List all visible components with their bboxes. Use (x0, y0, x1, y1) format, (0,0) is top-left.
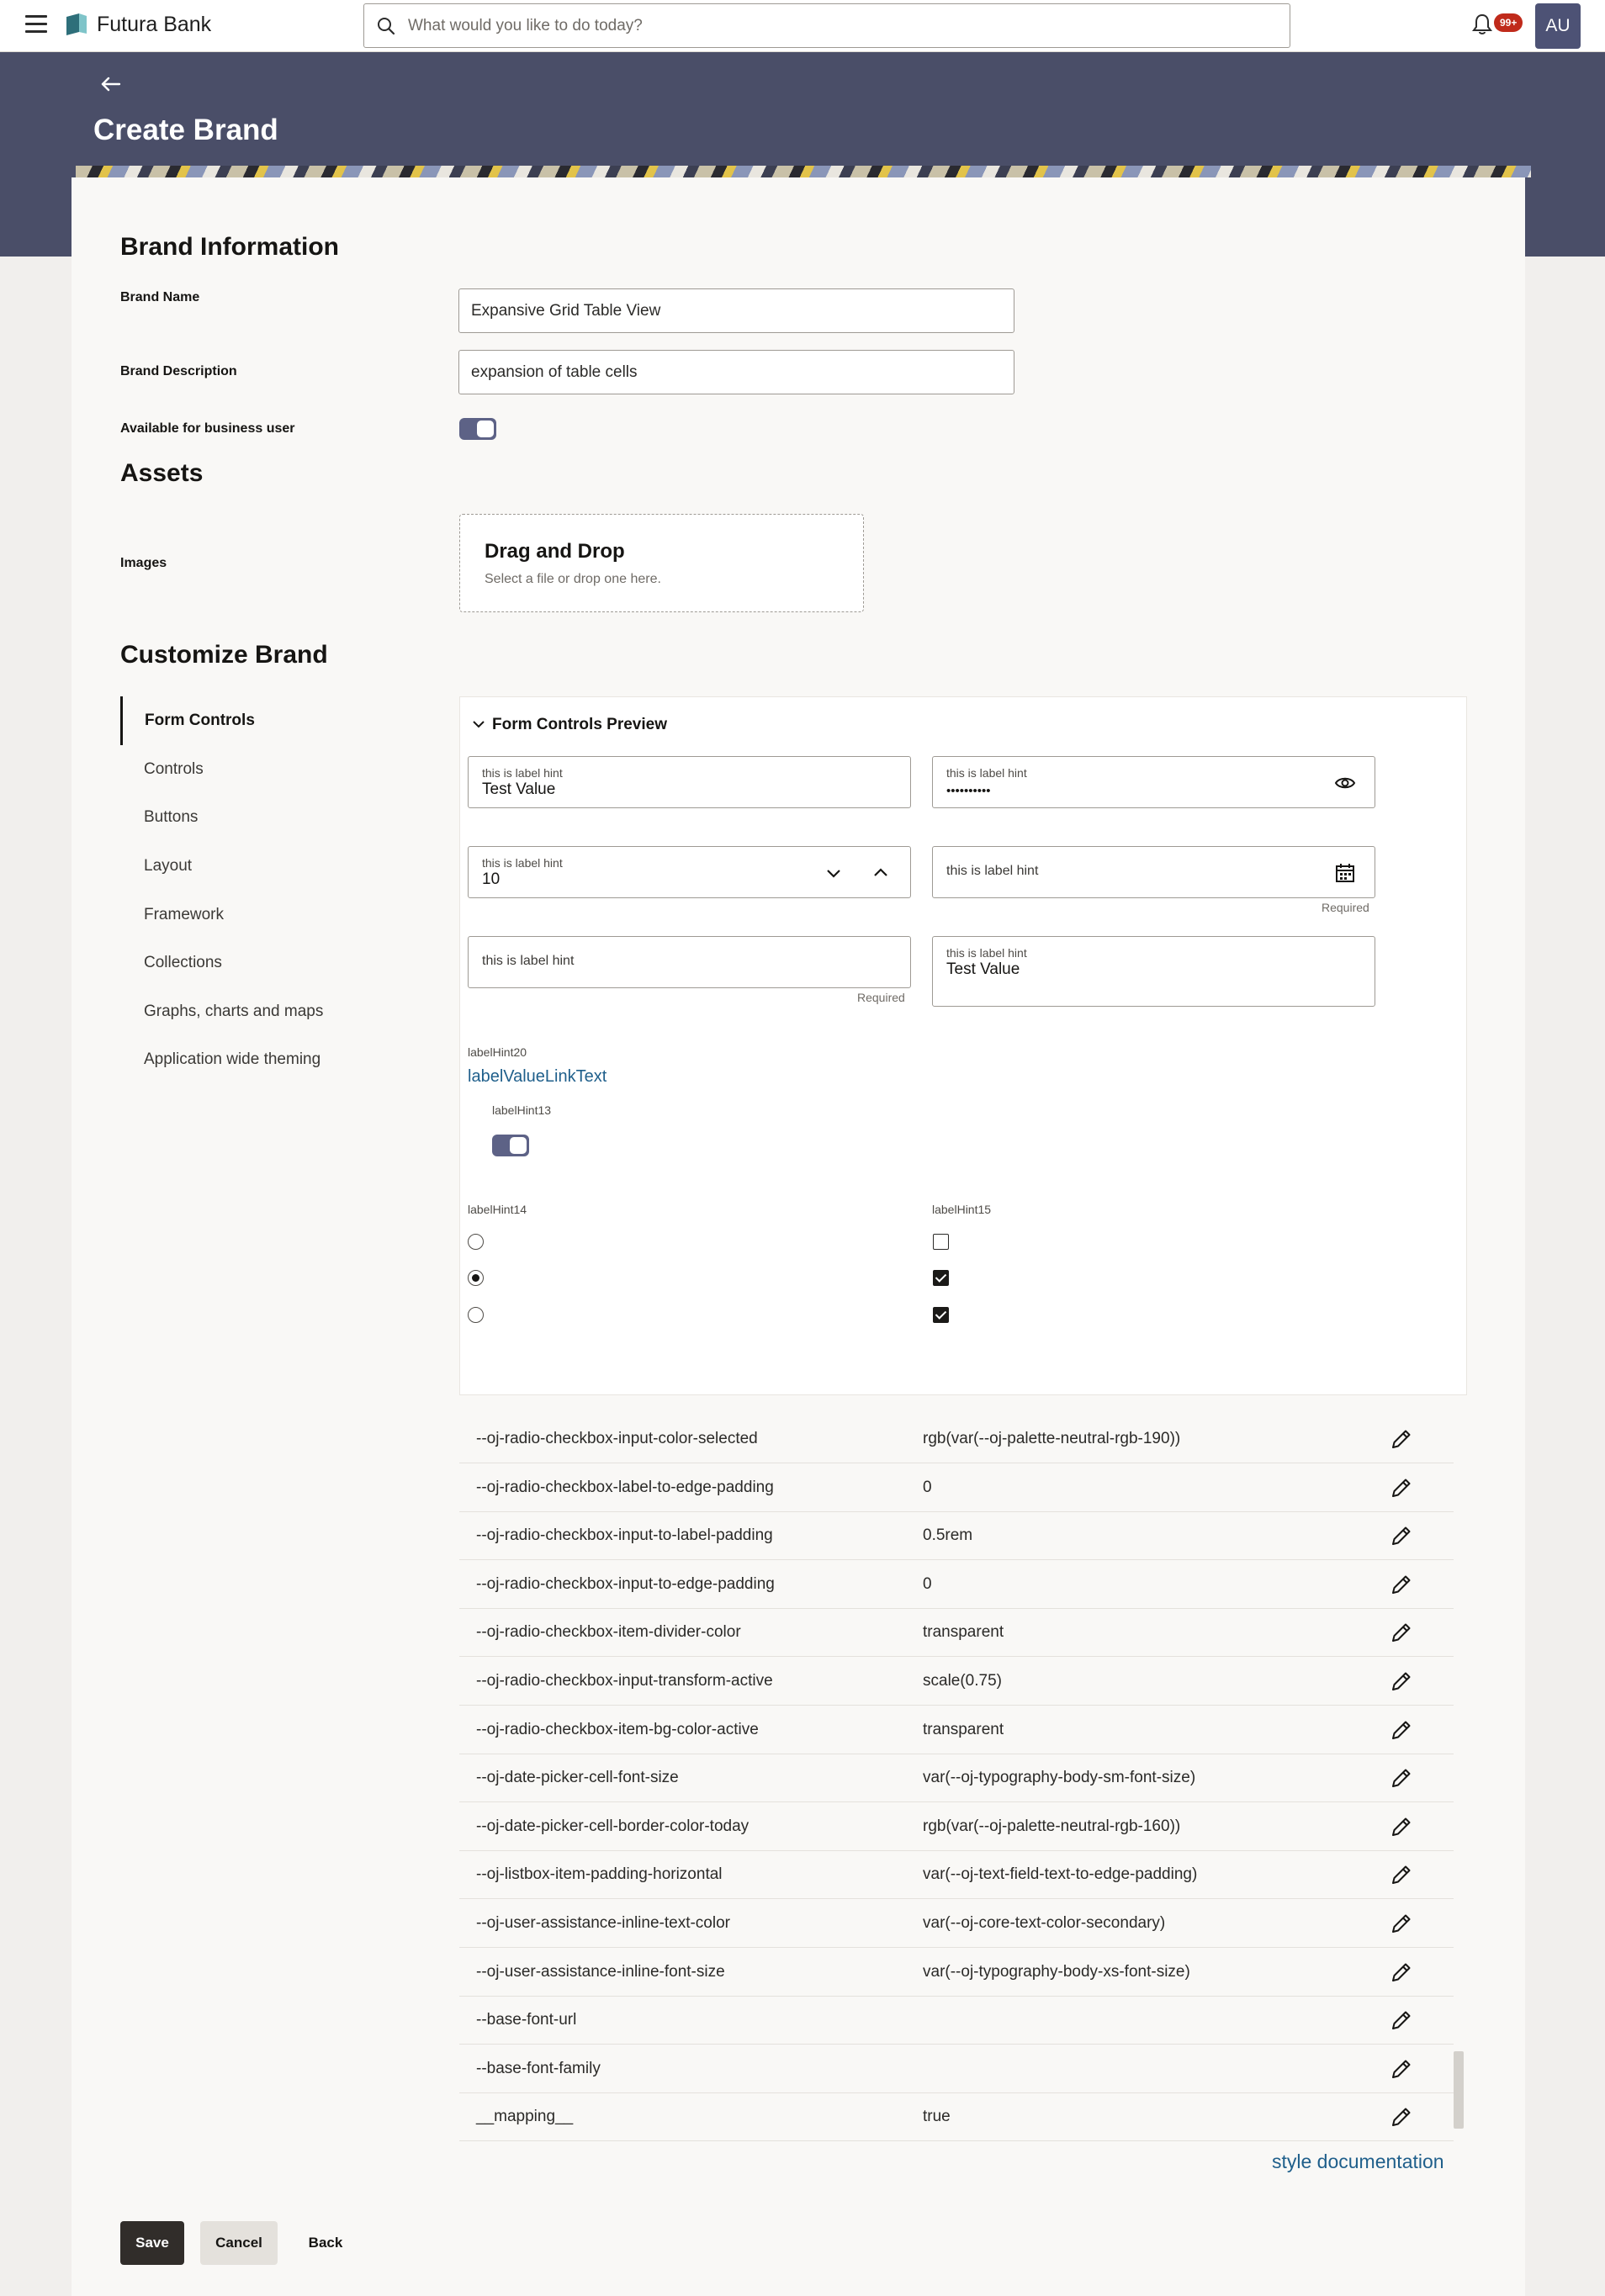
token-name: --oj-date-picker-cell-font-size (476, 1769, 679, 1787)
dropzone-subtitle: Select a file or drop one here. (485, 572, 661, 586)
edit-pencil-icon[interactable] (1390, 2057, 1413, 2081)
token-value: var(--oj-core-text-color-secondary) (923, 1914, 1166, 1932)
notification-count-badge: 99+ (1494, 13, 1523, 32)
edit-pencil-icon[interactable] (1390, 1621, 1413, 1644)
table-row (459, 1512, 1454, 1560)
label-value-link[interactable]: labelValueLinkText (468, 1067, 607, 1086)
table-row (459, 1997, 1454, 2045)
table-row (459, 1561, 1454, 1609)
radio-set-label: labelHint14 (468, 1203, 527, 1216)
table-row (459, 1658, 1454, 1706)
back-button[interactable]: Back (295, 2221, 356, 2265)
top-app-bar (0, 0, 1605, 52)
date-field-preview[interactable] (932, 846, 1375, 898)
token-name: --base-font-url (476, 2011, 577, 2029)
notification-bell-icon[interactable] (1471, 13, 1493, 36)
table-row (459, 1803, 1454, 1851)
back-arrow-icon[interactable] (99, 72, 123, 96)
token-name: --base-font-family (476, 2059, 601, 2077)
token-name: --oj-radio-checkbox-label-to-edge-padding (476, 1478, 774, 1496)
field-value: Test Value (482, 780, 556, 798)
empty-text-field-preview[interactable] (468, 936, 911, 988)
customize-brand-heading: Customize Brand (120, 641, 328, 669)
chevron-down-icon (472, 717, 485, 731)
token-value: 0 (923, 1574, 932, 1593)
assets-heading: Assets (120, 459, 204, 487)
table-row (459, 2093, 1454, 2141)
nav-item-buttons[interactable]: Buttons (144, 808, 199, 826)
field-label-hint: this is label hint (482, 766, 563, 780)
table-row (459, 1415, 1454, 1463)
nav-item-application-wide-theming[interactable]: Application wide theming (144, 1050, 321, 1068)
field-label-hint: this is label hint (482, 954, 575, 968)
page-title: Create Brand (93, 114, 278, 146)
edit-pencil-icon[interactable] (1390, 1669, 1413, 1693)
table-row (459, 1706, 1454, 1754)
radio-option-selected[interactable] (468, 1270, 484, 1286)
table-row (459, 1949, 1454, 1997)
token-value: transparent (923, 1720, 1004, 1738)
brand-name-label: Brand Name (120, 290, 200, 304)
field-value: 10 (482, 870, 501, 888)
token-name: --oj-listbox-item-padding-horizontal (476, 1865, 723, 1884)
edit-pencil-icon[interactable] (1390, 1427, 1413, 1451)
field-value: Test Value (946, 960, 1020, 978)
table-row (459, 1464, 1454, 1512)
token-value: var(--oj-typography-body-xs-font-size) (923, 1962, 1190, 1981)
table-row (459, 2045, 1454, 2093)
field-value: •••••••••• (946, 784, 991, 798)
text-field-preview[interactable] (468, 756, 911, 808)
token-name: --oj-radio-checkbox-item-divider-color (476, 1623, 741, 1642)
token-name: __mapping__ (476, 2108, 574, 2126)
chevron-down-icon[interactable] (823, 862, 845, 884)
checkbox-option-checked[interactable] (933, 1307, 949, 1323)
nav-item-framework[interactable]: Framework (144, 906, 225, 923)
token-value: true (923, 2108, 951, 2126)
table-row (459, 1851, 1454, 1899)
preview-title: Form Controls Preview (492, 716, 667, 733)
preview-switch[interactable] (492, 1135, 529, 1156)
edit-pencil-icon[interactable] (1390, 1573, 1413, 1596)
image-dropzone[interactable] (459, 514, 864, 612)
token-value: var(--oj-text-field-text-to-edge-padding) (923, 1865, 1198, 1884)
token-value: 0.5rem (923, 1526, 973, 1545)
save-button[interactable]: Save (120, 2221, 184, 2265)
nav-item-form-controls[interactable]: Form Controls (120, 696, 373, 745)
nav-item-collections[interactable]: Collections (144, 954, 222, 971)
global-search[interactable] (363, 3, 1290, 48)
token-name: --oj-date-picker-cell-border-color-today (476, 1817, 750, 1835)
table-scrollbar[interactable] (1454, 1415, 1464, 2130)
token-value: var(--oj-typography-body-sm-font-size) (923, 1769, 1196, 1787)
edit-pencil-icon[interactable] (1390, 2105, 1413, 2129)
bank-name: Futura Bank (97, 13, 212, 36)
edit-pencil-icon[interactable] (1390, 1863, 1413, 1886)
bank-logo-icon (64, 12, 89, 37)
table-row (459, 1900, 1454, 1948)
date-required-text: Required (1322, 901, 1369, 914)
token-value: transparent (923, 1623, 1004, 1642)
field-label-hint: this is label hint (946, 864, 1039, 878)
hamburger-menu-icon[interactable] (25, 15, 49, 35)
edit-pencil-icon[interactable] (1390, 1815, 1413, 1838)
scrollbar-thumb[interactable] (1454, 2051, 1464, 2129)
radio-option[interactable] (468, 1307, 484, 1323)
nav-item-graphs-charts-maps[interactable]: Graphs, charts and maps (144, 1003, 324, 1020)
nav-item-controls[interactable]: Controls (144, 760, 204, 778)
eye-icon[interactable] (1334, 772, 1356, 794)
password-field-preview[interactable] (932, 756, 1375, 808)
token-name: --oj-radio-checkbox-item-bg-color-active (476, 1720, 759, 1738)
edit-pencil-icon[interactable] (1390, 2008, 1413, 2032)
textarea-preview[interactable] (932, 936, 1375, 1007)
token-name: --oj-user-assistance-inline-font-size (476, 1962, 725, 1981)
brand-information-heading: Brand Information (120, 233, 339, 261)
token-name: --oj-user-assistance-inline-text-color (476, 1914, 730, 1932)
field-label-hint: this is label hint (946, 766, 1027, 780)
token-value: rgb(var(--oj-palette-neutral-rgb-160)) (923, 1817, 1181, 1835)
edit-pencil-icon[interactable] (1390, 1524, 1413, 1547)
table-row (459, 1609, 1454, 1657)
token-name: --oj-radio-checkbox-input-color-selected (476, 1430, 758, 1447)
search-input[interactable] (408, 13, 1274, 40)
search-icon (376, 16, 396, 36)
token-name: --oj-radio-checkbox-input-to-label-padding (476, 1526, 773, 1545)
cancel-button[interactable]: Cancel (200, 2221, 278, 2265)
edit-pencil-icon[interactable] (1390, 1718, 1413, 1742)
business-user-label: Available for business user (120, 421, 295, 436)
radio-option[interactable] (468, 1234, 484, 1250)
empty-field-required-text: Required (857, 991, 905, 1004)
edit-pencil-icon[interactable] (1390, 1960, 1413, 1984)
dropzone-title: Drag and Drop (485, 540, 625, 563)
token-value: scale(0.75) (923, 1672, 1002, 1690)
edit-pencil-icon[interactable] (1390, 1766, 1413, 1790)
decorative-banner-stripe (76, 166, 1531, 177)
checkbox-option[interactable] (933, 1234, 949, 1250)
table-row (459, 1754, 1454, 1802)
nav-item-layout[interactable]: Layout (144, 857, 193, 875)
edit-pencil-icon[interactable] (1390, 1912, 1413, 1935)
token-value: rgb(var(--oj-palette-neutral-rgb-190)) (923, 1430, 1181, 1447)
token-name: --oj-radio-checkbox-input-to-edge-padding (476, 1574, 775, 1593)
token-value: 0 (923, 1478, 932, 1496)
brand-description-input[interactable] (458, 350, 1014, 394)
calendar-icon[interactable] (1334, 862, 1356, 884)
chevron-up-icon[interactable] (870, 862, 892, 884)
form-controls-preview-panel (459, 696, 1467, 1395)
checkbox-set-label: labelHint15 (932, 1203, 992, 1216)
images-label: Images (120, 556, 167, 570)
switch-label-hint: labelHint13 (492, 1103, 552, 1117)
link-label-hint: labelHint20 (468, 1045, 527, 1059)
token-name: --oj-radio-checkbox-input-transform-active (476, 1672, 773, 1690)
brand-name-input[interactable] (458, 288, 1014, 333)
checkbox-option-checked[interactable] (933, 1270, 949, 1286)
brand-description-label: Brand Description (120, 364, 237, 378)
edit-pencil-icon[interactable] (1390, 1476, 1413, 1500)
user-avatar[interactable]: AU (1535, 3, 1581, 49)
field-label-hint: this is label hint (482, 856, 563, 870)
field-label-hint: this is label hint (946, 946, 1027, 960)
preview-collapse-toggle[interactable] (472, 716, 667, 734)
style-documentation-link[interactable]: style documentation (1272, 2151, 1444, 2172)
number-field-preview[interactable] (468, 846, 911, 898)
business-user-switch[interactable] (459, 418, 496, 440)
